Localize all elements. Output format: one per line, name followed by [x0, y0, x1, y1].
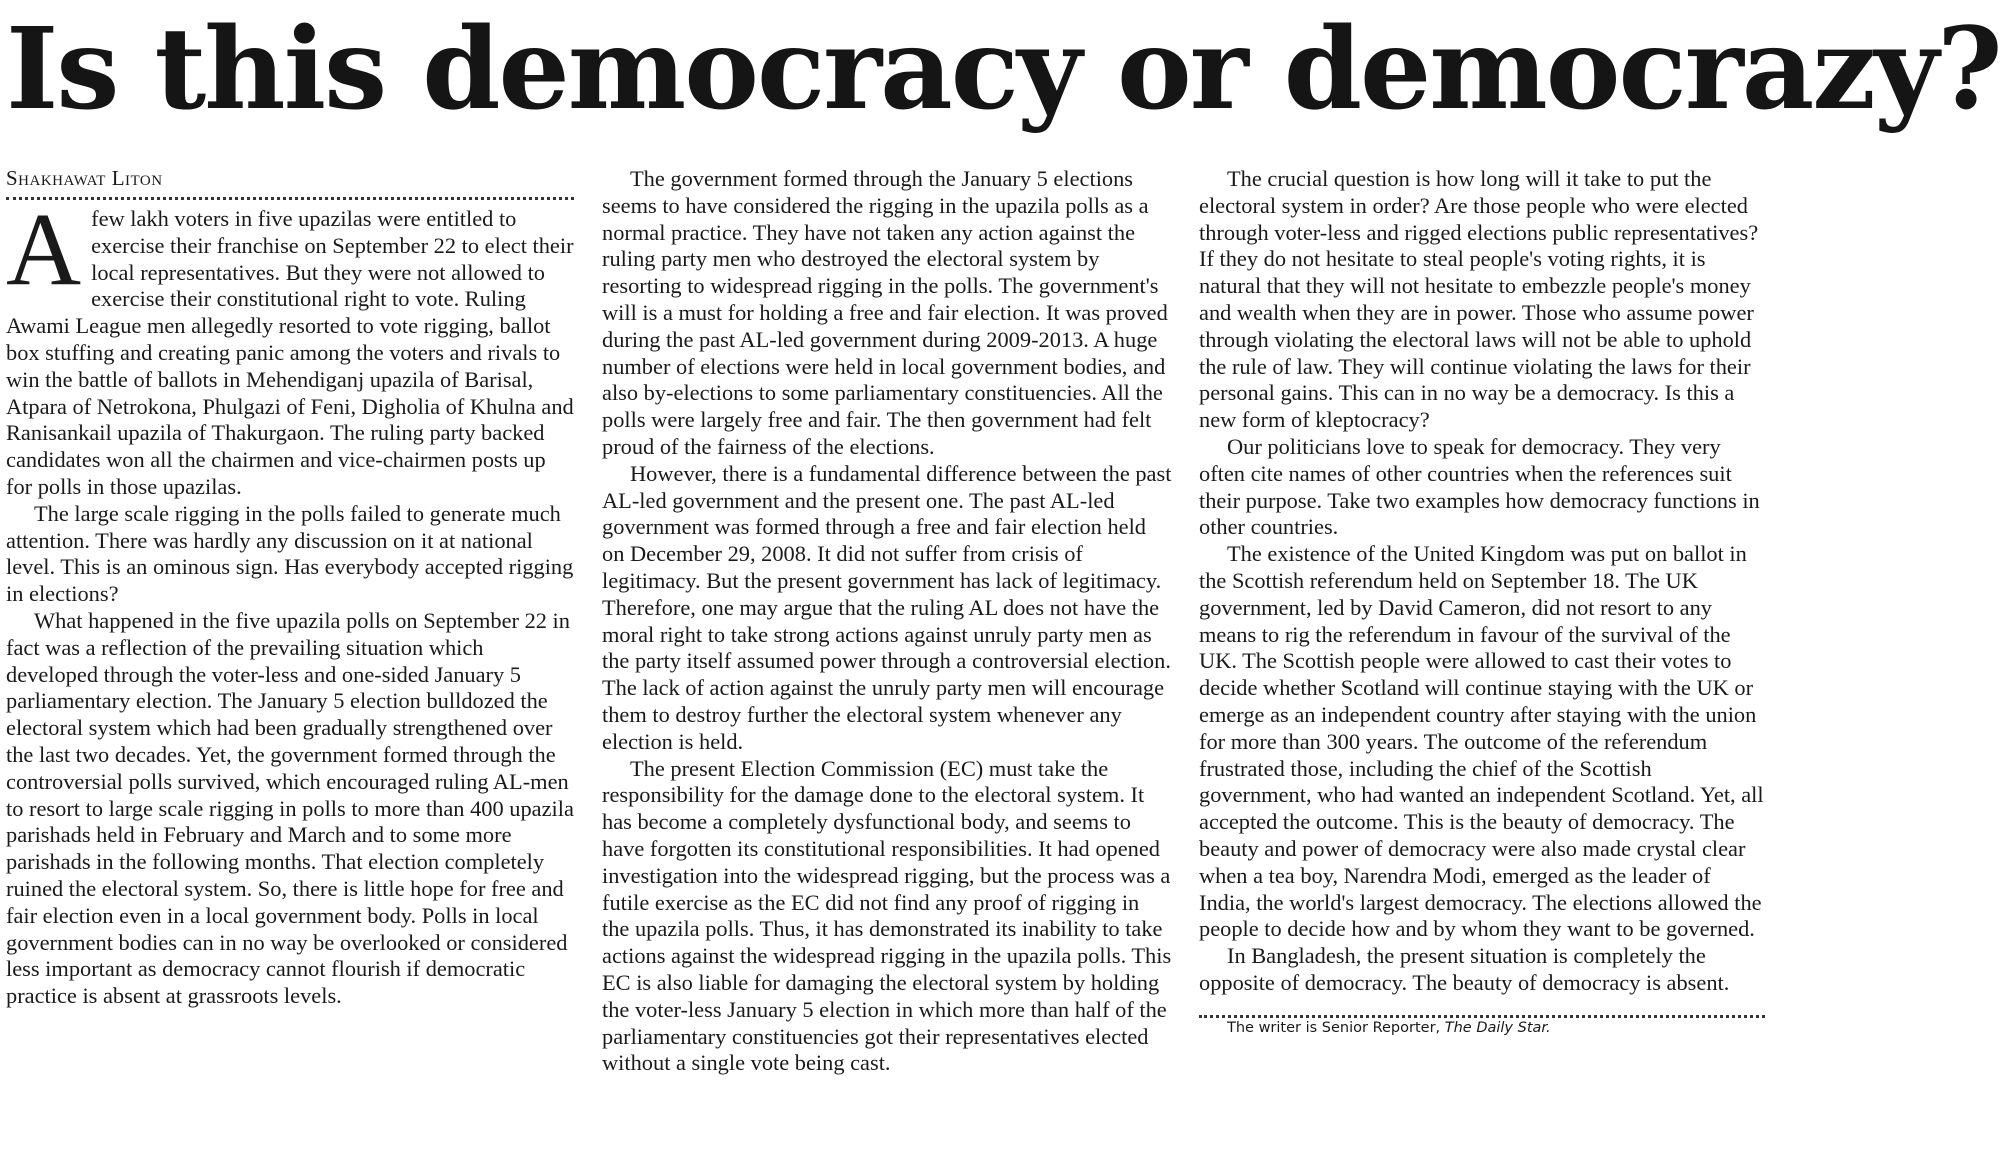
article-paragraph-9: The existence of the United Kingdom was put on ballot in the Scottish referendum held on September 18. The UK government, led by David Cameron, did not resort to any means to rig the referendum in favour of the survival of the UK. The Scottish people were allowed to cast their votes to decide whether Scotland will continue staying with the UK or emerge as an independent country after staying with the union for more than 300 years. The outcome of the referendum frustrated those, including the chief of the Scottish government, who had wanted an independent Scotland. Yet, all accepted the outcome. This is the beauty of democracy. The beauty and power of democracy were also made crystal clear when a tea boy, Narendra Modi, emerged as the leader of India, the world's largest democracy. The elections allowed the people to decide how and by whom they want to be governed. — [1199, 541, 1764, 942]
article-paragraph-8: Our politicians love to speak for democracy. They very often cite names of other countries when the references suit their purpose. Take two examples how democracy functions in other countries. — [1199, 433, 1760, 540]
article-column-3 — [1199, 166, 1765, 1038]
article-paragraph-5: However, there is a fundamental difference between the past AL-led government and the present one. The past AL-led government was formed through a free and fair election held on December 29, 2008. It did not suffer from crisis of legitimacy. But the present government has lack of legitimacy. Therefore, one may argue that the ruling AL does not have the moral right to take strong actions against unruly party men as the party itself assumed power through a controversial election. The lack of action against the unruly party men will encourage them to destroy further the electoral system whenever any election is held. — [602, 460, 1172, 754]
article-paragraph-6: The present Election Commission (EC) must take the responsibility for the damage done to the electoral system. It has become a completely dysfunctional body, and seems to have forgotten its constitutional responsibilities. It had opened investigation into the widespread rigging, but the process was a futile exercise as the EC did not find any proof of rigging in the upazila polls. Thus, it has demonstrated its inability to take actions against the widespread rigging in the upazila polls. This EC is also liable for damaging the electoral system by holding the voter-less January 5 election in which more than half of the parliamentary constituencies got their representatives elected without a single vote being cast. — [602, 755, 1172, 1076]
article-paragraph-3: What happened in the five upazila polls on September 22 in fact was a reflection of the prevailing situation which developed through the voter-less and one-sided January 5 parliamentary election. The January 5 election bulldozed the electoral system which had been gradually strengthened over the last two decades. Yet, the government formed through the controversial polls survived, which encouraged ruling AL-men to resort to large scale rigging in polls to more than 400 upazila parishads held in February and March and to some more parishads in the following months. That election completely ruined the electoral system. So, there is little hope for free and fair election even in a local government body. Polls in local government bodies can in no way be overlooked or considered less important as democracy cannot flourish if democratic practice is absent at grassroots levels. — [6, 607, 574, 1009]
article-paragraph-1: Afew lakh voters in five upazilas were entitled to exercise their franchise on September 22 to elect their local representatives. But they were not allowed to exercise their constitutional right to vote. Ruling Awami League men allegedly resorted to vote rigging, ballot box stuffing and creating panic among the voters and rivals to win the battle of ballots in Mehendiganj upazila of Barisal, Atpara of Netrokona, Phulgazi of Feni, Digholia of Khulna and Ranisankail upazila of Thakurgaon. The ruling party backed candidates won all the chairmen and vice-chairmen posts up for polls in those upazilas. — [6, 192, 574, 499]
author-note-text: The writer is Senior Reporter, — [1227, 1019, 1445, 1036]
article-paragraph-2: The large scale rigging in the polls failed to generate much attention. There was hardly any discussion on it at national level. This is an ominous sign. Has everybody accepted rigging in elections? — [6, 500, 574, 607]
publication-name: The Daily Star. — [1444, 1019, 1551, 1036]
author-note — [1199, 1018, 1765, 1038]
article-paragraph-4: The government formed through the January 5 elections seems to have considered the rigging in the upazila polls as a normal practice. They have not taken any action against the ruling party men who destroyed the electoral system by resorting to widespread rigging in the polls. The government's will is a must for holding a free and fair election. It was proved during the past AL-led government during 2009-2013. A huge number of elections were held in local government bodies, and also by-elections to some parliamentary constituencies. All the polls were largely free and fair. The then government had felt proud of the fairness of the elections. — [602, 166, 1168, 459]
article-paragraph-7: The crucial question is how long will it take to put the electoral system in order? Are those people who were elected through voter-less and rigged elections public representatives? If they do not hesitate to steal people's voting rights, it is natural that they will not hesitate to embezzle people's money and wealth when they are in power. Those who assume power through violating the electoral laws will not be able to uphold the rule of law. They will continue violating the laws for their personal gains. This can in no way be a democracy. Is this a new form of kleptocracy? — [1199, 166, 1759, 433]
article-paragraph-10: In Bangladesh, the present situation is completely the opposite of democracy. The beauty of democracy is absent. — [1199, 943, 1730, 995]
headline: Is this democracy or democrazy? — [6, 4, 2001, 135]
article-column-1 — [6, 166, 574, 1010]
article-column-2 — [602, 166, 1172, 1077]
byline: Shakhawat Liton — [6, 166, 574, 200]
